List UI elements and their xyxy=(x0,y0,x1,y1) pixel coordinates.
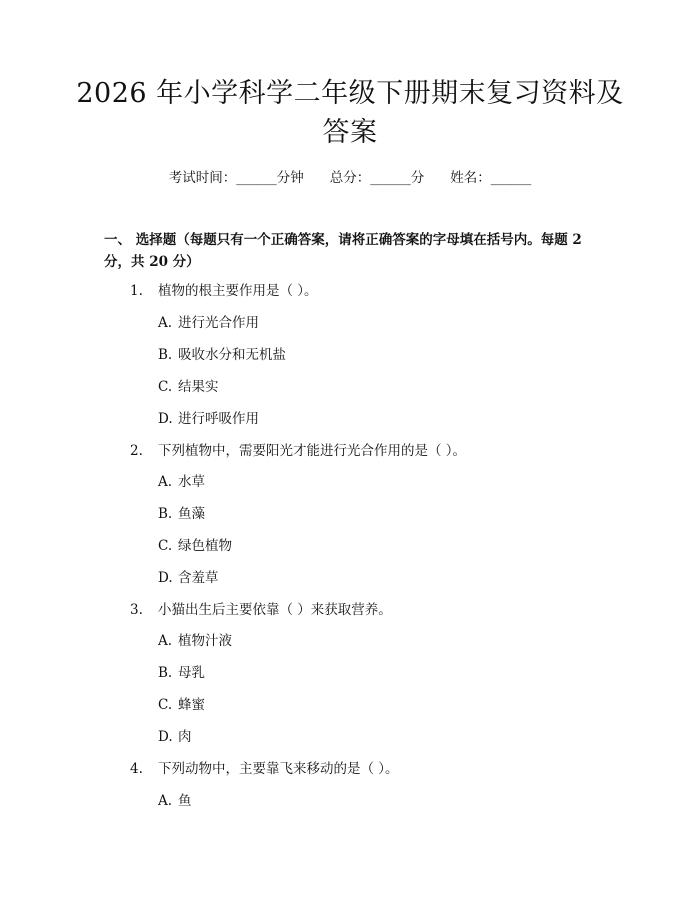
option-text: 植物汁液 xyxy=(178,633,232,649)
option-text: 结果实 xyxy=(178,379,219,395)
document-title xyxy=(60,74,640,152)
question-4 xyxy=(130,759,399,779)
question-3 xyxy=(130,600,392,620)
question-number: 4. xyxy=(130,761,143,777)
option-letter: B. xyxy=(158,347,173,363)
option-letter: B. xyxy=(158,506,173,522)
question-text: 小猫出生后主要依靠（ ）来获取营养。 xyxy=(158,602,392,618)
option-text: 含羞草 xyxy=(178,570,219,586)
exam-meta xyxy=(0,168,700,188)
option-letter: D. xyxy=(158,570,173,586)
question-2 xyxy=(130,441,466,461)
option-text: 蜂蜜 xyxy=(178,697,205,713)
question-2-option-a xyxy=(158,472,205,492)
question-2-option-b xyxy=(158,504,205,524)
title-line-1: 2026 年小学科学二年级下册期末复习资料及 xyxy=(76,78,624,109)
option-text: 鱼 xyxy=(178,793,192,809)
question-1-option-c xyxy=(158,377,219,397)
option-text: 母乳 xyxy=(178,665,205,681)
option-letter: A. xyxy=(158,315,173,331)
exam-time-field: 考试时间：______分钟 xyxy=(168,170,304,186)
question-3-option-a xyxy=(158,631,232,651)
question-3-option-c xyxy=(158,695,205,715)
option-letter: A. xyxy=(158,793,173,809)
question-4-option-a xyxy=(158,791,192,811)
option-letter: C. xyxy=(158,379,173,395)
question-1-option-b xyxy=(158,345,286,365)
option-letter: C. xyxy=(158,697,173,713)
title-line-2: 答案 xyxy=(322,117,378,148)
option-text: 进行呼吸作用 xyxy=(178,411,259,427)
question-text: 植物的根主要作用是（ ）。 xyxy=(158,283,318,299)
section-heading-choice: 一、 选择题（每题只有一个正确答案，请将正确答案的字母填在括号内。每题 2 分，共 20 分） xyxy=(104,232,582,270)
option-text: 水草 xyxy=(178,474,205,490)
option-text: 吸收水分和无机盐 xyxy=(178,347,286,363)
question-2-option-d xyxy=(158,568,219,588)
option-letter: C. xyxy=(158,538,173,554)
question-1 xyxy=(130,281,318,301)
question-text: 下列植物中，需要阳光才能进行光合作用的是（ ）。 xyxy=(158,443,467,459)
question-1-option-d xyxy=(158,409,259,429)
option-letter: B. xyxy=(158,665,173,681)
question-1-option-a xyxy=(158,313,259,333)
student-name-field: 姓名：______ xyxy=(450,170,532,186)
question-2-option-c xyxy=(158,536,232,556)
option-text: 进行光合作用 xyxy=(178,315,259,331)
question-3-option-d xyxy=(158,727,192,747)
question-3-option-b xyxy=(158,663,205,683)
question-number: 1. xyxy=(130,283,143,299)
option-letter: D. xyxy=(158,729,173,745)
option-text: 肉 xyxy=(178,729,192,745)
question-number: 2. xyxy=(130,443,143,459)
total-score-field: 总分：______分 xyxy=(329,170,425,186)
option-letter: D. xyxy=(158,411,173,427)
question-number: 3. xyxy=(130,602,143,618)
option-text: 鱼藻 xyxy=(178,506,205,522)
option-letter: A. xyxy=(158,633,173,649)
option-letter: A. xyxy=(158,474,173,490)
option-text: 绿色植物 xyxy=(178,538,232,554)
question-text: 下列动物中，主要靠飞来移动的是（ ）。 xyxy=(158,761,399,777)
